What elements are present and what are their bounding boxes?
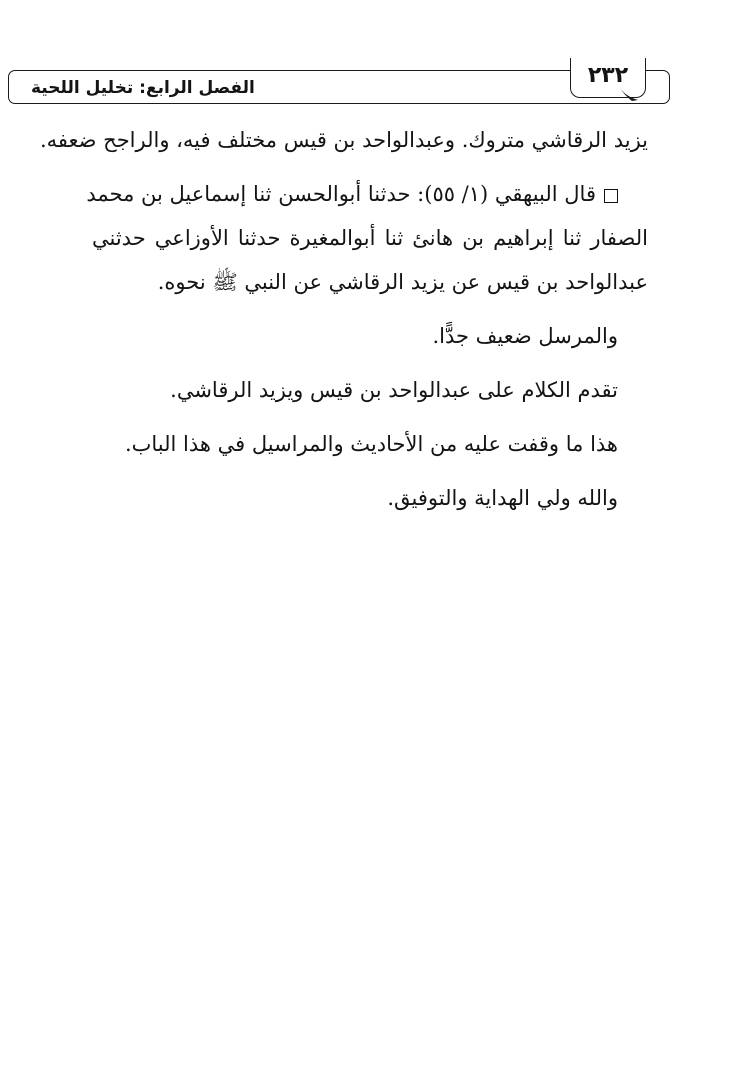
body-text	[39, 118, 648, 520]
text-line: هذا ما وقفت عليه من الأحاديث والمراسيل في هذا الباب.	[124, 432, 618, 456]
text-line: والمرسل ضعيف جدًّا.	[432, 324, 618, 348]
text-line	[86, 172, 648, 216]
text-line: والله ولي الهداية والتوفيق.	[387, 486, 618, 510]
text-line: يزيد الرقاشي متروك. وعبدالواحد بن قيس مختلف فيه، والراجح ضعفه.	[39, 128, 648, 152]
tab-flourish-icon	[618, 86, 640, 102]
text-line: تقدم الكلام على عبدالواحد بن قيس ويزيد الرقاشي.	[170, 378, 618, 402]
page-number: ٢٣٢	[587, 63, 629, 88]
checkbox-square-icon	[604, 189, 618, 203]
chapter-title: الفصل الرابع: تخليل اللحية	[31, 78, 255, 98]
text-line-content: قال البيهقي (١/ ٥٥): حدثنا أبوالحسن ثنا إسماعيل بن محمد	[86, 182, 596, 206]
text-line: عبدالواحد بن قيس عن يزيد الرقاشي عن النبي ﷺ نحوه.	[157, 270, 648, 294]
text-line: الصفار ثنا إبراهيم بن هانئ ثنا أبوالمغيرة حدثنا الأوزاعي حدثني	[92, 226, 648, 250]
